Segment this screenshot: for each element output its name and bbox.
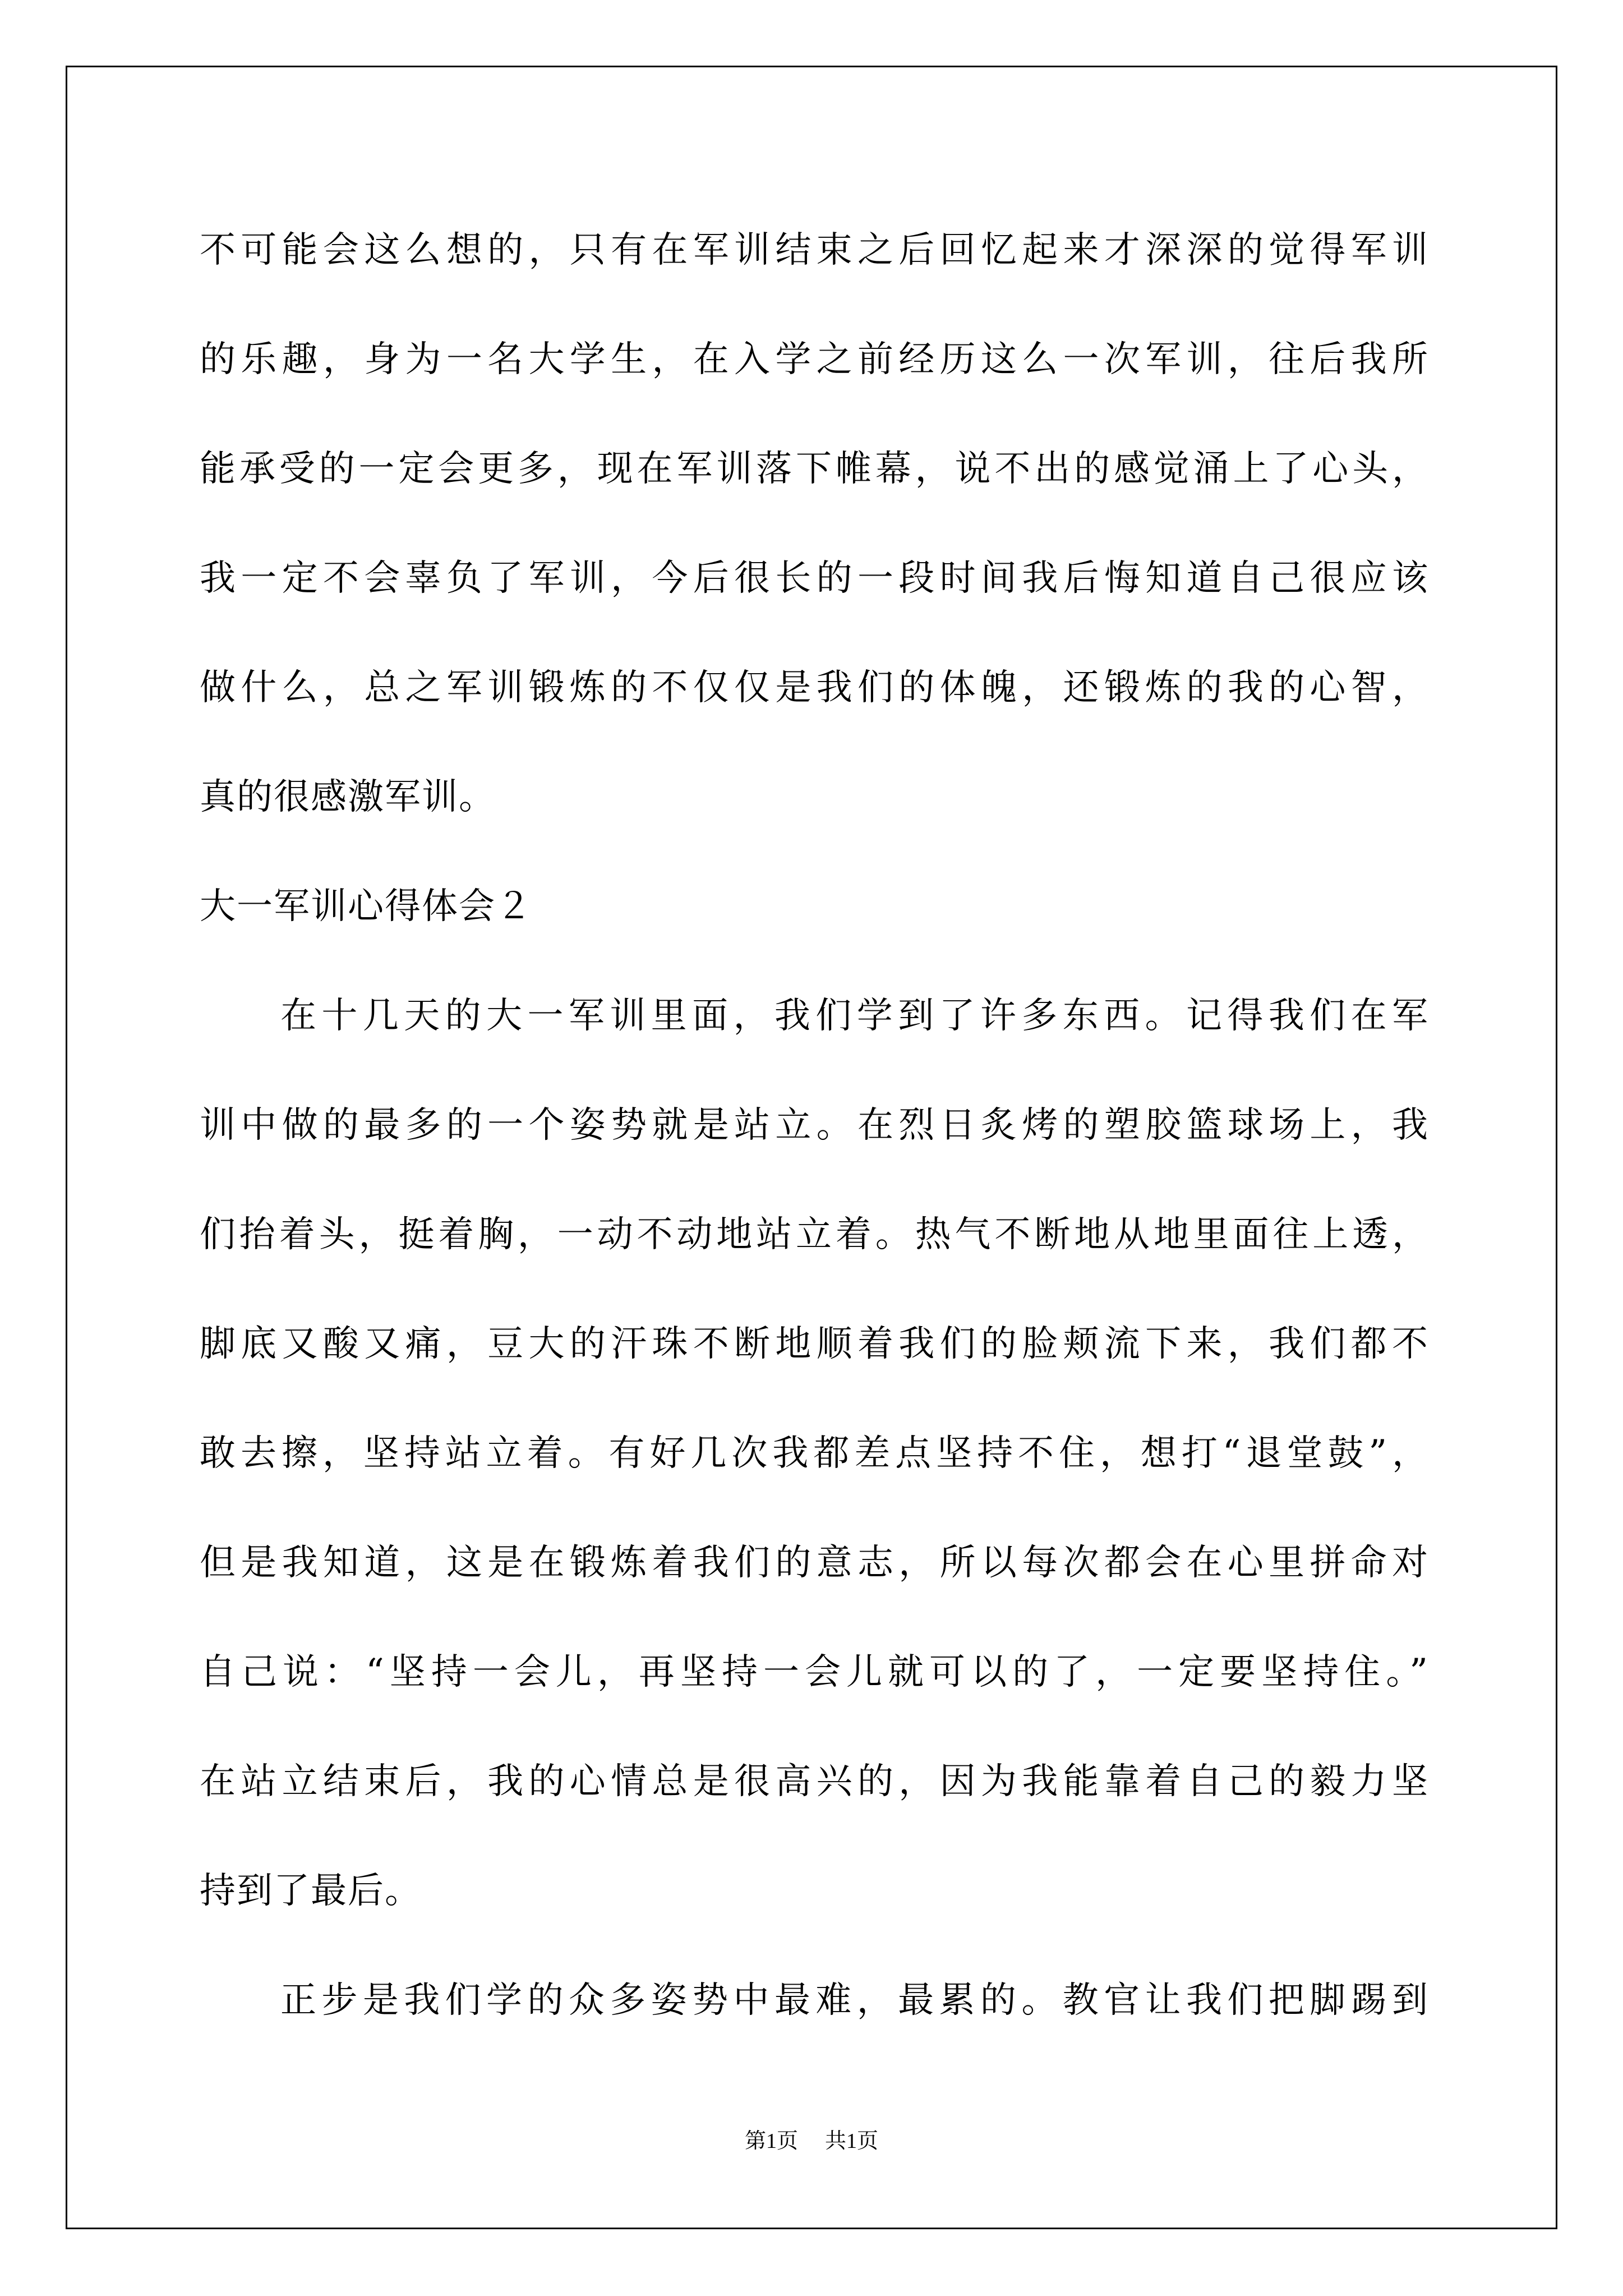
paragraph-line: 脚底又酸又痛，豆大的汗珠不断地顺着我们的脸颊流下来，我们都不 [200, 1323, 1428, 1365]
section-heading: 大一军训心得体会２ [200, 886, 533, 927]
paragraph-line: 的乐趣，身为一名大学生，在入学之前经历这么一次军训，往后我所 [200, 339, 1428, 380]
paragraph-line: 真的很感激军训。 [200, 776, 496, 818]
paragraph-line: 们抬着头，挺着胸，一动不动地站立着。热气不断地从地里面往上透， [200, 1214, 1428, 1255]
paragraph-line: 但是我知道，这是在锻炼着我们的意志，所以每次都会在心里拼命对 [200, 1542, 1428, 1584]
page-number: 第1页 [744, 2129, 798, 2153]
paragraph-line: 正步是我们学的众多姿势中最难，最累的。教官让我们把脚踢到 [280, 1980, 1428, 2021]
paragraph-line: 在十几天的大一军训里面，我们学到了许多东西。记得我们在军 [280, 995, 1428, 1037]
paragraph-line: 持到了最后。 [200, 1870, 422, 1912]
paragraph-line: 做什么，总之军训锻炼的不仅仅是我们的体魄，还锻炼的我的心智， [200, 667, 1428, 708]
paragraph-line: 在站立结束后，我的心情总是很高兴的，因为我能靠着自己的毅力坚 [200, 1761, 1428, 1802]
paragraph-line: 不可能会这么想的，只有在军训结束之后回忆起来才深深的觉得军训 [200, 229, 1428, 271]
page-total: 共1页 [825, 2129, 879, 2153]
paragraph-line: 训中做的最多的一个姿势就是站立。在烈日炙烤的塑胶篮球场上，我 [200, 1105, 1428, 1146]
paragraph-line: 我一定不会辜负了军训，今后很长的一段时间我后悔知道自己很应该 [200, 558, 1428, 599]
paragraph-line: 敢去擦，坚持站立着。有好几次我都差点坚持不住，想打“退堂鼓”， [200, 1433, 1428, 1474]
paragraph-line: 能承受的一定会更多，现在军训落下帷幕，说不出的感觉涌上了心头， [200, 448, 1428, 490]
paragraph-line: 自己说：“坚持一会儿，再坚持一会儿就可以的了，一定要坚持住。” [200, 1651, 1428, 1693]
page-footer [0, 2131, 1623, 2152]
